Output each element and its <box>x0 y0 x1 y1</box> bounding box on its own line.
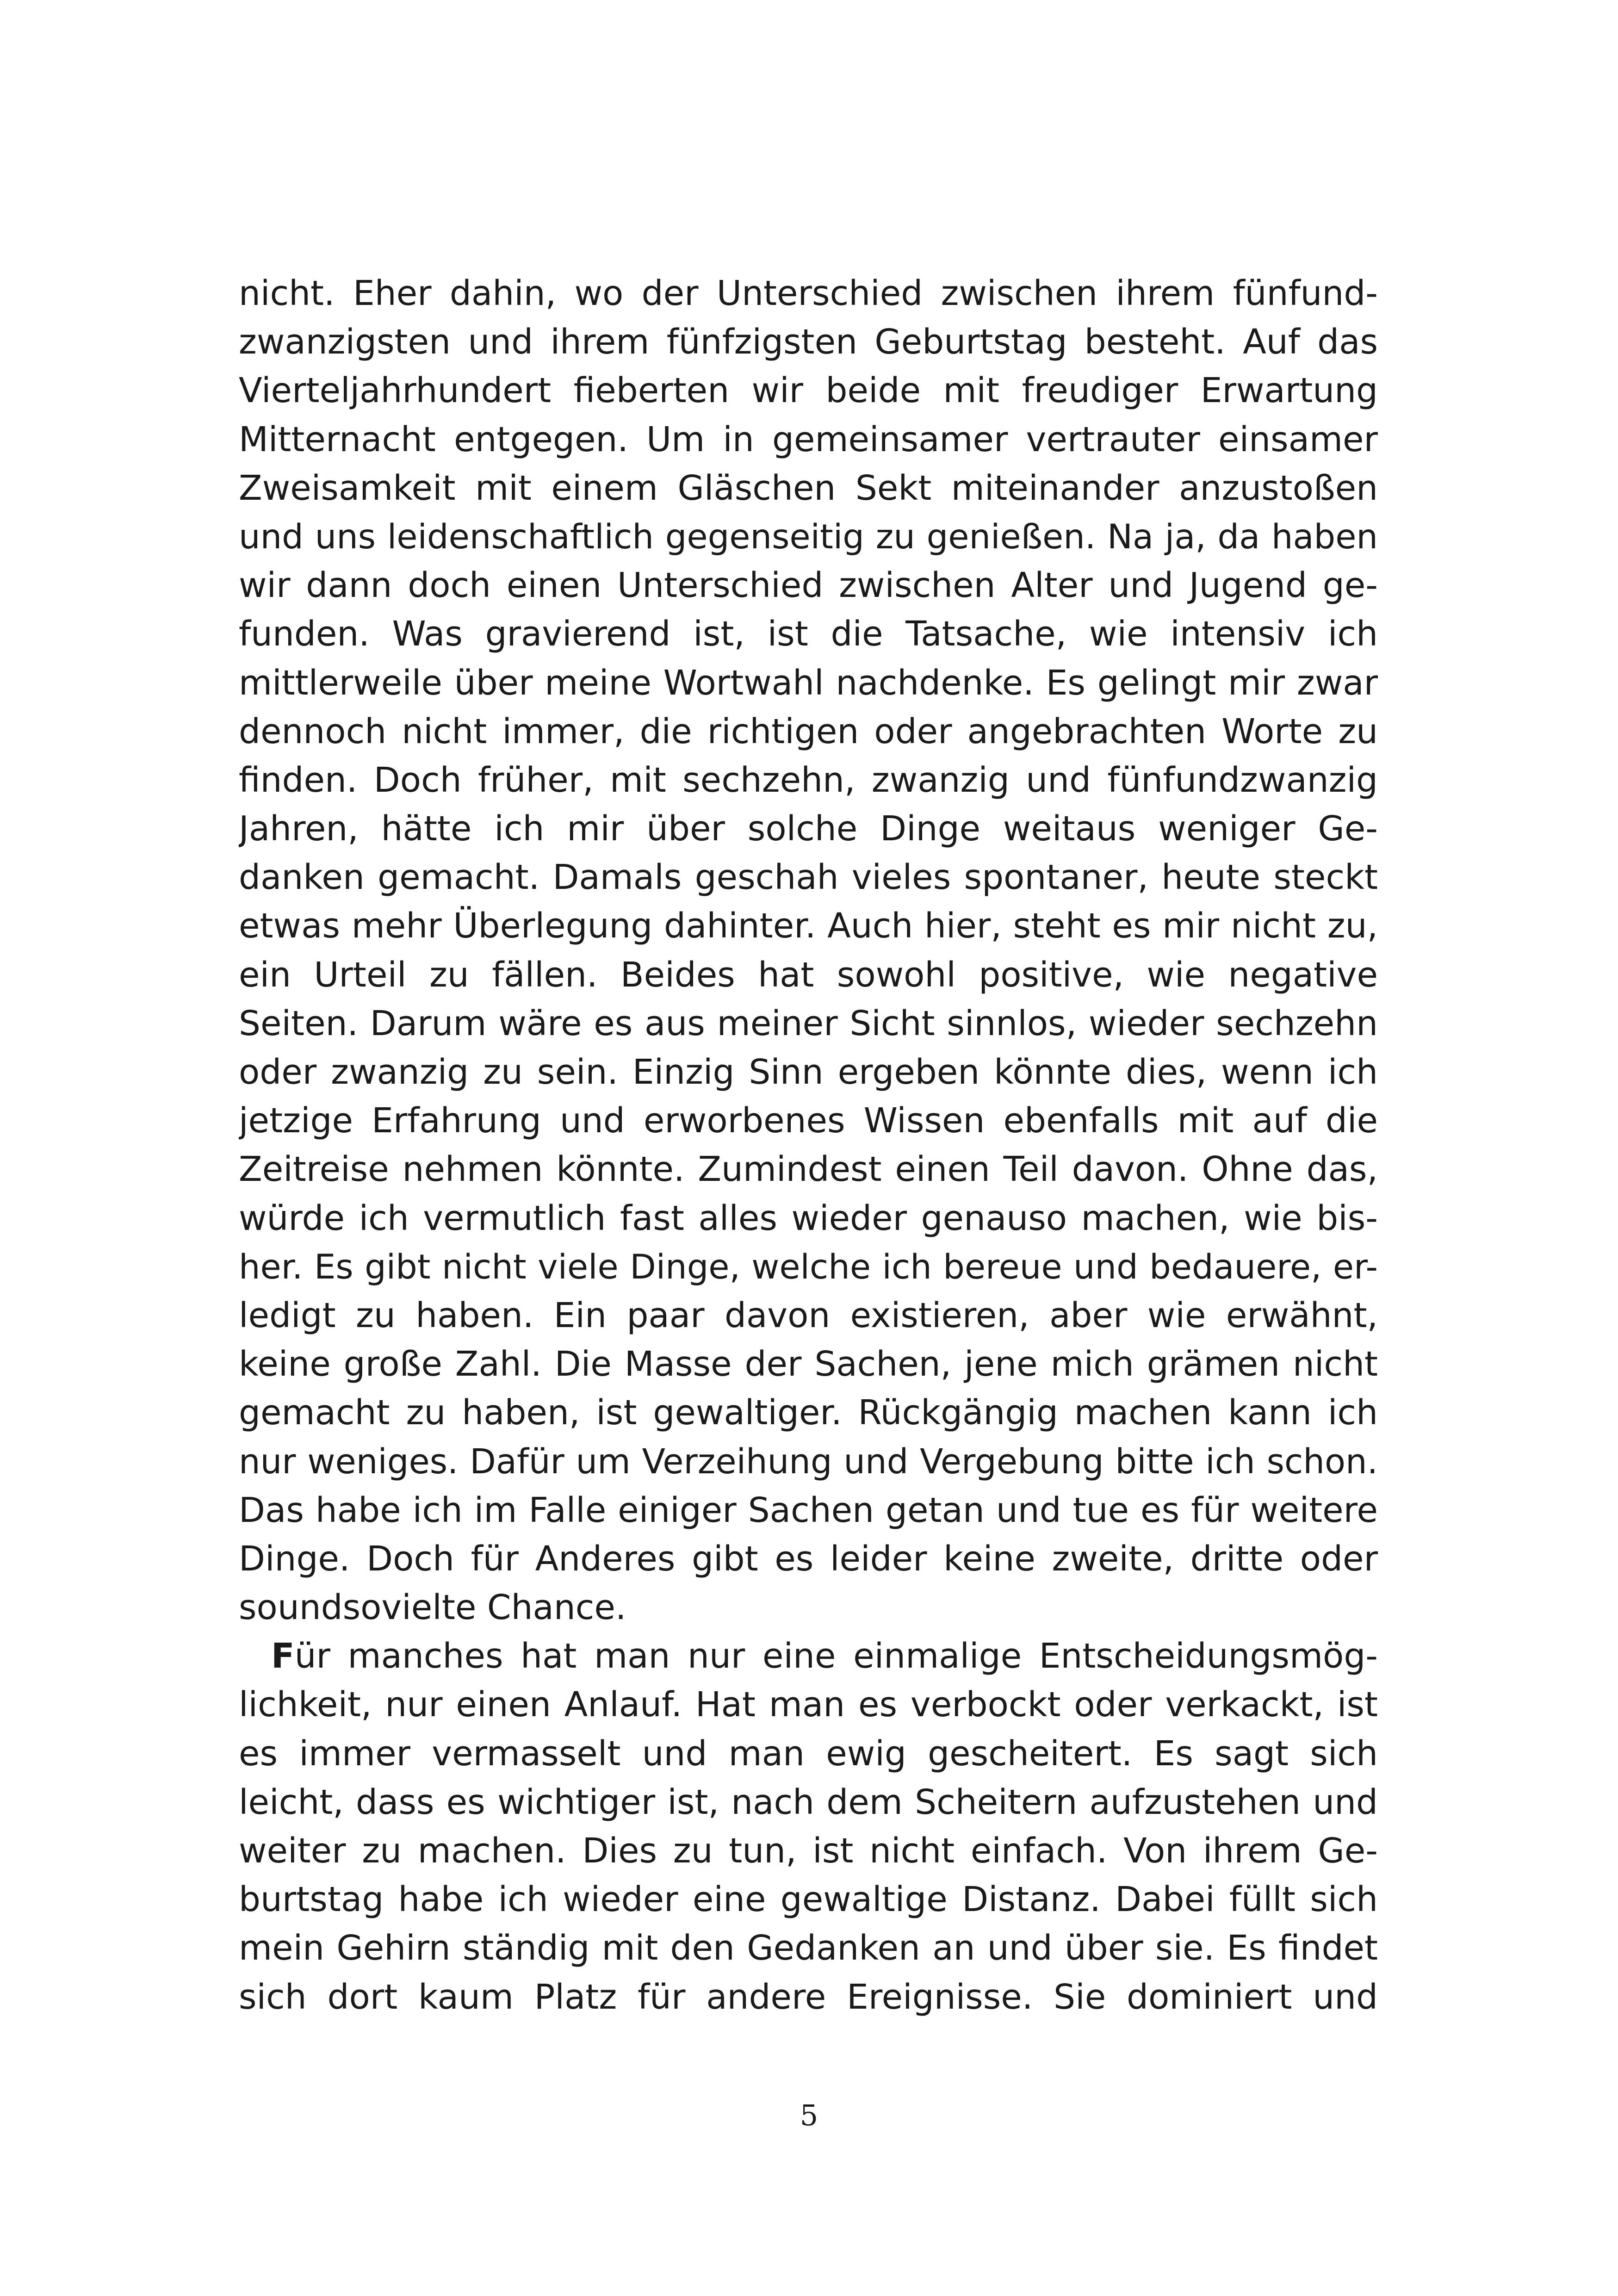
text-line: wir dann doch einen Unterschied zwischen Alter und Jugend ge- <box>239 565 1378 606</box>
body-text <box>239 269 1378 2022</box>
paragraph-2 <box>239 1632 1378 2022</box>
text-line: her. Es gibt nicht viele Dinge, welche ich bereue und bedauere, er- <box>239 1247 1378 1287</box>
text-line: Zweisamkeit mit einem Gläschen Sekt miteinander anzustoßen <box>239 468 1378 508</box>
text-line: Das habe ich im Falle einiger Sachen getan und tue es für weitere <box>239 1490 1378 1530</box>
text-line: oder zwanzig zu sein. Einzig Sinn ergeben könnte dies, wenn ich <box>239 1052 1378 1092</box>
text-line: würde ich vermutlich fast alles wieder genauso machen, wie bis- <box>239 1198 1378 1238</box>
text-line: nur weniges. Dafür um Verzeihung und Vergebung bitte ich schon. <box>239 1442 1378 1482</box>
text-line: etwas mehr Überlegung dahinter. Auch hier, steht es mir nicht zu, <box>239 906 1378 946</box>
text-line: Mitternacht entgegen. Um in gemeinsamer vertrauter einsamer <box>239 419 1378 459</box>
text-line: soundsovielte Chance. <box>239 1588 626 1628</box>
text-line: und uns leidenschaftlich gegenseitig zu genießen. Na ja, da haben <box>239 517 1378 557</box>
text-line: ein Urteil zu fällen. Beides hat sowohl positive, wie negative <box>239 955 1378 995</box>
text-line: weiter zu machen. Dies zu tun, ist nicht einfach. Von ihrem Ge- <box>239 1831 1378 1871</box>
text-line: Vierteljahrhundert fieberten wir beide mit freudiger Erwartung <box>239 371 1378 411</box>
paragraph-1 <box>239 269 1378 1632</box>
text-line: sich dort kaum Platz für andere Ereignisse. Sie dominiert und <box>239 1977 1378 2017</box>
text-line: mittlerweile über meine Wortwahl nachdenke. Es gelingt mir zwar <box>239 663 1378 703</box>
text-line: zwanzigsten und ihrem fünfzigsten Geburtstag besteht. Auf das <box>239 322 1378 362</box>
text-line: keine große Zahl. Die Masse der Sachen, jene mich grämen nicht <box>239 1344 1378 1384</box>
text-line: Seiten. Darum wäre es aus meiner Sicht sinnlos, wieder sechzehn <box>239 1003 1378 1043</box>
text-line: burtstag habe ich wieder eine gewaltige Distanz. Dabei füllt sich <box>239 1880 1378 1920</box>
text-line: danken gemacht. Damals geschah vieles spontaner, heute steckt <box>239 857 1378 898</box>
text-line <box>239 1632 1378 1681</box>
text-line: es immer vermasselt und man ewig gescheitert. Es sagt sich <box>239 1733 1378 1774</box>
text-line: dennoch nicht immer, die richtigen oder angebrachten Worte zu <box>239 711 1378 751</box>
page-number: 5 <box>800 2098 818 2132</box>
text-line: finden. Doch früher, mit sechzehn, zwanzig und fünfundzwanzig <box>239 760 1378 800</box>
bold-initial: F <box>271 1636 295 1676</box>
text-line: ledigt zu haben. Ein paar davon existieren, aber wie erwähnt, <box>239 1295 1378 1335</box>
text-line: Jahren, hätte ich mir über solche Dinge weitaus weniger Ge- <box>239 809 1378 849</box>
text-line: gemacht zu haben, ist gewaltiger. Rückgängig machen kann ich <box>239 1393 1378 1433</box>
text-line: mein Gehirn ständig mit den Gedanken an und über sie. Es findet <box>239 1928 1378 1968</box>
text-line: funden. Was gravierend ist, ist die Tatsache, wie intensiv ich <box>239 614 1378 654</box>
text-line: Dinge. Doch für Anderes gibt es leider keine zweite, dritte oder <box>239 1539 1378 1579</box>
text-line: Zeitreise nehmen könnte. Zumindest einen Teil davon. Ohne das, <box>239 1149 1378 1190</box>
first-line-text: ür manches hat man nur eine einmalige Entscheidungsmög- <box>294 1636 1378 1676</box>
text-line: lichkeit, nur einen Anlauf. Hat man es verbockt oder verkackt, ist <box>239 1685 1378 1725</box>
text-line: nicht. Eher dahin, wo der Unterschied zwischen ihrem fünfund- <box>239 273 1378 313</box>
text-line: jetzige Erfahrung und erworbenes Wissen ebenfalls mit auf die <box>239 1101 1378 1141</box>
text-line: leicht, dass es wichtiger ist, nach dem Scheitern aufzustehen und <box>239 1782 1378 1822</box>
